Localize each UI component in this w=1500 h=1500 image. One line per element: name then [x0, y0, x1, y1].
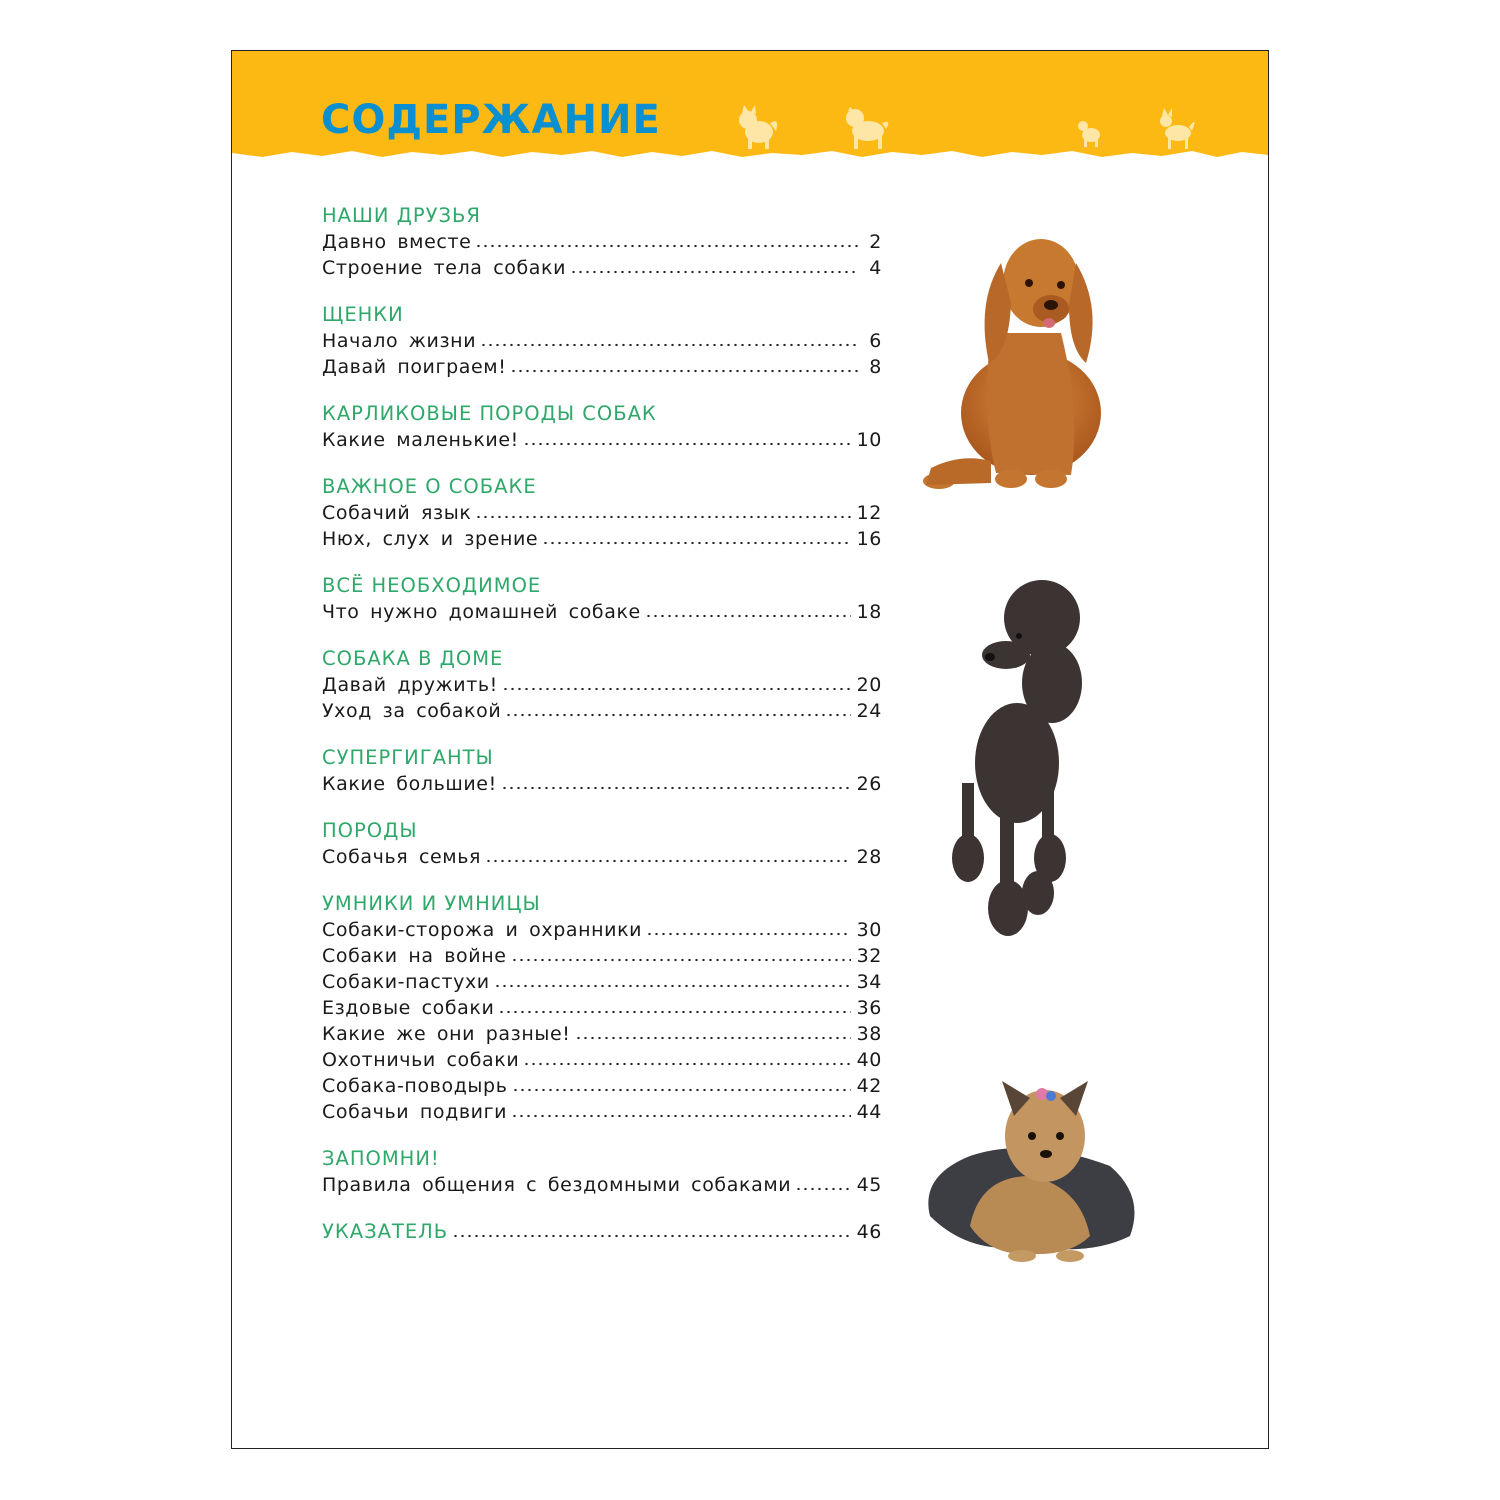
dot-leader — [480, 343, 858, 347]
page-number: 36 — [856, 997, 882, 1019]
dot-leader — [645, 614, 851, 618]
page-number: 16 — [856, 528, 882, 550]
table-of-contents — [322, 203, 882, 1245]
page-number: 8 — [869, 356, 882, 378]
page-number: 40 — [856, 1049, 882, 1071]
header-band — [232, 51, 1268, 166]
page-number: 6 — [869, 330, 882, 352]
page-number: 10 — [856, 429, 882, 451]
page-number: 34 — [856, 971, 882, 993]
entry-label: Собаки-пастухи — [322, 971, 490, 993]
dot-leader — [795, 1187, 850, 1191]
yorkshire-terrier-photo — [910, 1056, 1150, 1266]
page-number: 4 — [869, 257, 882, 279]
book-page — [231, 50, 1269, 1449]
page-number: 32 — [856, 945, 882, 967]
dot-leader — [542, 541, 850, 545]
entry-label: Строение тела собаки — [322, 257, 567, 279]
page-number: 20 — [856, 674, 882, 696]
section-title[interactable]: УМНИКИ И УМНИЦЫ — [322, 892, 541, 915]
page-number: 38 — [856, 1023, 882, 1045]
toc-section — [322, 401, 882, 453]
toc-entry[interactable] — [322, 1021, 882, 1047]
dot-leader — [475, 515, 850, 519]
entry-label: Нюх, слух и зрение — [322, 528, 539, 550]
toc-entry[interactable] — [322, 771, 882, 797]
dot-leader — [523, 442, 851, 446]
entry-label: Собаки на войне — [322, 945, 507, 967]
toc-entry[interactable] — [322, 1099, 882, 1125]
entry-label: Собачья семья — [322, 846, 482, 868]
toc-section — [322, 891, 882, 1125]
section-title[interactable]: ПОРОДЫ — [322, 819, 418, 842]
page-number: 45 — [856, 1174, 882, 1196]
dot-leader — [452, 1234, 850, 1238]
section-title[interactable]: КАРЛИКОВЫЕ ПОРОДЫ СОБАК — [322, 402, 657, 425]
toc-entry[interactable] — [322, 672, 882, 698]
dot-leader — [505, 713, 850, 717]
toc-entry[interactable] — [322, 500, 882, 526]
page-number: 46 — [856, 1221, 882, 1243]
toc-entry[interactable] — [322, 943, 882, 969]
dot-leader — [498, 1010, 850, 1014]
section-title[interactable]: СОБАКА В ДОМЕ — [322, 647, 504, 670]
toc-section — [322, 646, 882, 724]
entry-label: Уход за собакой — [322, 700, 502, 722]
section-title[interactable]: ЩЕНКИ — [322, 303, 404, 326]
toc-entry[interactable] — [322, 255, 882, 281]
dot-leader — [523, 1062, 850, 1066]
toc-entry[interactable] — [322, 599, 882, 625]
toc-section — [322, 474, 882, 552]
toc-entry[interactable] — [322, 229, 882, 255]
page-number: 42 — [856, 1075, 882, 1097]
page-number: 28 — [856, 846, 882, 868]
toc-entry[interactable] — [322, 917, 882, 943]
dot-leader — [512, 1088, 851, 1092]
index-entry[interactable] — [322, 1219, 882, 1245]
toc-entry[interactable] — [322, 526, 882, 552]
section-title[interactable]: ЗАПОМНИ! — [322, 1147, 440, 1170]
toc-entry[interactable] — [322, 844, 882, 870]
toc-entry[interactable] — [322, 969, 882, 995]
dot-leader — [511, 958, 851, 962]
toc-section — [322, 818, 882, 870]
entry-label: Ездовые собаки — [322, 997, 495, 1019]
entry-label: Охотничьи собаки — [322, 1049, 520, 1071]
entry-label: Давай дружить! — [322, 674, 498, 696]
entry-label: Правила общения с бездомными собаками — [322, 1174, 792, 1196]
entry-label: Собаки-сторожа и охранники — [322, 919, 643, 941]
dot-leader — [502, 687, 851, 691]
page-number: 2 — [869, 231, 882, 253]
index-title: УКАЗАТЕЛЬ — [322, 1220, 449, 1243]
toc-section — [322, 302, 882, 380]
entry-label: Давно вместе — [322, 231, 472, 253]
toc-entry[interactable] — [322, 1073, 882, 1099]
dot-leader — [494, 984, 851, 988]
dot-leader — [501, 786, 851, 790]
toc-entry[interactable] — [322, 1172, 882, 1198]
section-title[interactable]: НАШИ ДРУЗЬЯ — [322, 204, 481, 227]
poodle-photo — [942, 573, 1082, 943]
toc-entry[interactable] — [322, 995, 882, 1021]
section-title[interactable]: СУПЕРГИГАНТЫ — [322, 746, 494, 769]
entry-label: Давай поиграем! — [322, 356, 507, 378]
section-title[interactable]: ВСЁ НЕОБХОДИМОЕ — [322, 574, 542, 597]
toc-section — [322, 573, 882, 625]
page-number: 24 — [856, 700, 882, 722]
toc-entry[interactable] — [322, 1047, 882, 1073]
entry-label: Какие маленькие! — [322, 429, 519, 451]
entry-label: Что нужно домашней собаке — [322, 601, 641, 623]
page-number: 18 — [856, 601, 882, 623]
toc-entry[interactable] — [322, 427, 882, 453]
toc-entry[interactable] — [322, 328, 882, 354]
page-number: 44 — [856, 1101, 882, 1123]
toc-entry[interactable] — [322, 354, 882, 380]
page-number: 26 — [856, 773, 882, 795]
dot-leader — [570, 270, 858, 274]
page-title: СОДЕРЖАНИЕ — [321, 97, 661, 143]
entry-label: Собачьи подвиги — [322, 1101, 508, 1123]
dot-leader — [511, 1114, 850, 1118]
dot-leader — [575, 1036, 851, 1040]
entry-label: Начало жизни — [322, 330, 477, 352]
cocker-spaniel-photo — [921, 213, 1111, 493]
page-number: 12 — [856, 502, 882, 524]
page-number: 30 — [856, 919, 882, 941]
dot-leader — [485, 859, 851, 863]
dot-leader — [646, 932, 850, 936]
entry-label: Какие же они разные! — [322, 1023, 571, 1045]
toc-section — [322, 1146, 882, 1198]
toc-section — [322, 745, 882, 797]
section-title[interactable]: ВАЖНОЕ О СОБАКЕ — [322, 475, 537, 498]
dot-leader — [475, 244, 858, 248]
entry-label: Собачий язык — [322, 502, 472, 524]
toc-entry[interactable] — [322, 698, 882, 724]
entry-label: Собака-поводырь — [322, 1075, 508, 1097]
dot-leader — [510, 369, 858, 373]
entry-label: Какие большие! — [322, 773, 497, 795]
toc-section — [322, 203, 882, 281]
